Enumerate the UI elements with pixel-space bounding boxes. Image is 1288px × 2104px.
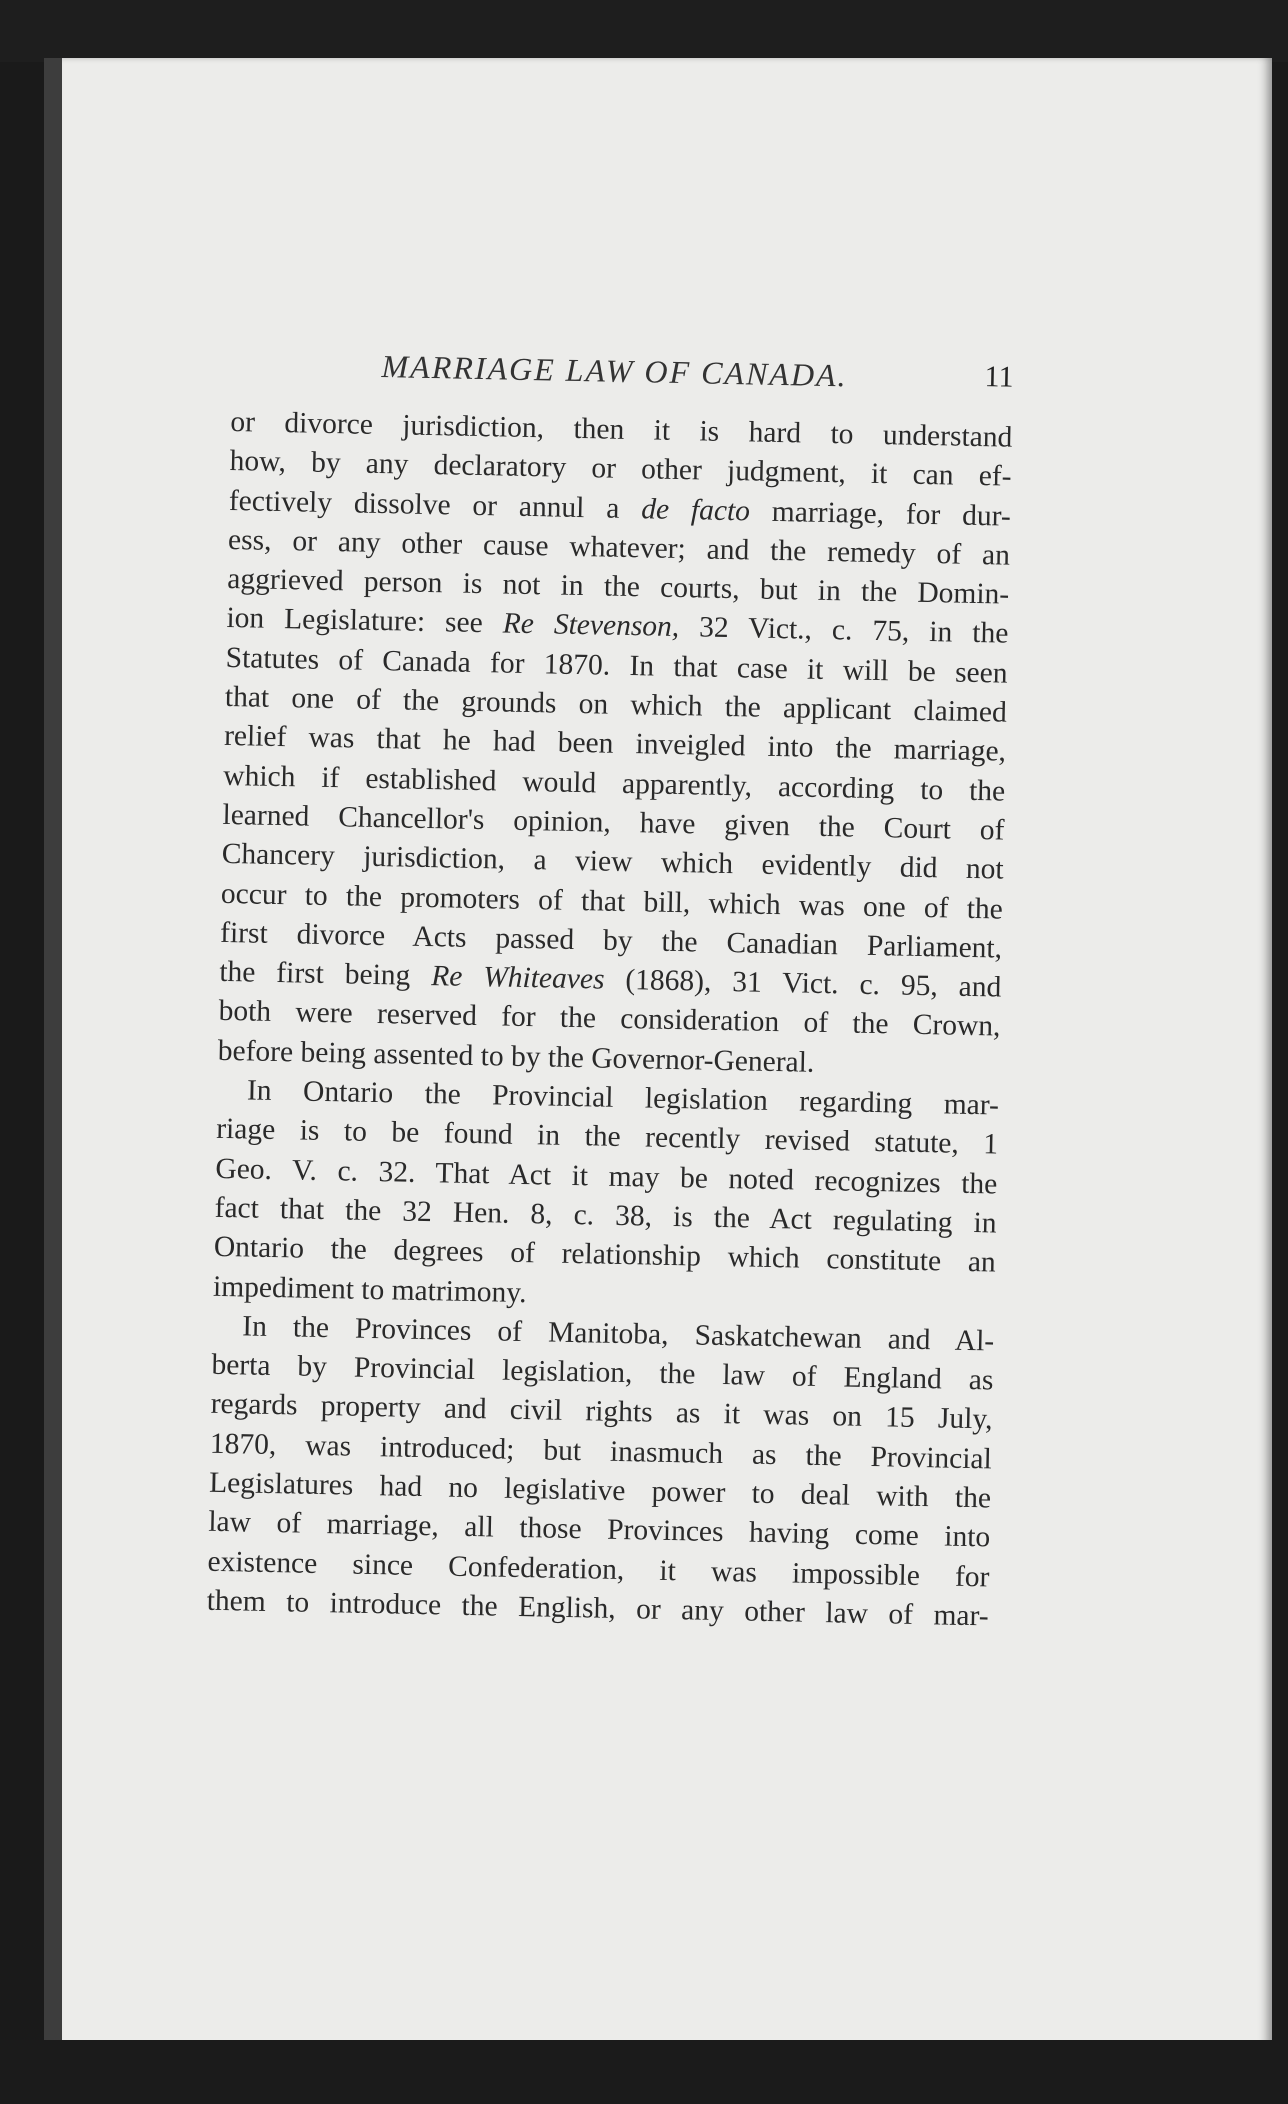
page-text — [206, 345, 1013, 1637]
text-line: In the Provinces of Manitoba, Saskatchewan and Al- — [241, 1310, 995, 1358]
paragraph-3 — [206, 1307, 994, 1637]
text-line: how, by any declaratory or other judgment, it can ef- — [229, 445, 1012, 493]
text-line: regards property and civil rights as it was on 15 July, — [210, 1388, 993, 1436]
page-number: 11 — [984, 360, 1014, 394]
paragraph-2 — [213, 1071, 1000, 1322]
text-line: learned Chancellor's opinion, have given the Court of — [222, 798, 1005, 847]
text-line: Legislatures had no legislative power to deal with the — [208, 1466, 992, 1515]
text-line: Statutes of Canada for 1870. In that case it will be seen — [225, 641, 1008, 690]
text-line: Geo. V. c. 32. That Act it may be noted recognizes the — [215, 1152, 998, 1201]
text-line: which if established would apparently, according to the — [223, 759, 1006, 808]
text-line: riage is to be found in the recently revised statute, 1 — [215, 1113, 999, 1161]
text-line: 1870, was introduced; but inasmuch as the Provincial — [209, 1427, 993, 1476]
text-line: them to introduce the English, or any other law of mar- — [206, 1584, 989, 1633]
text-line: both were reserved for the consideration of the Crown, — [218, 995, 1001, 1044]
text-line: that one of the grounds on which the applicant claimed — [224, 681, 1008, 729]
text-line: or divorce jurisdiction, then it is hard to understand — [230, 405, 1013, 454]
text-line: before being assented to by the Governor-General. — [217, 1034, 815, 1079]
text-line: aggrieved person is not in the courts, but in the Domin- — [226, 563, 1010, 611]
text-line: Ontario the degrees of relationship which constitute an — [213, 1231, 997, 1279]
text-line: impediment to matrimony. — [212, 1270, 527, 1309]
text-line: existence since Confederation, it was impossible for — [207, 1545, 990, 1594]
text-line: law of marriage, all those Provinces having come into — [208, 1506, 991, 1554]
text-line: first divorce Acts passed by the Canadian Parliament, — [219, 916, 1003, 965]
paragraph-1 — [217, 403, 1012, 1087]
text-line: berta by Provincial legislation, the law of England as — [211, 1348, 994, 1397]
text-line: relief was that he had been inveigled into the marriage, — [223, 720, 1007, 768]
page-gutter — [44, 58, 62, 2048]
film-border-top — [0, 0, 1288, 62]
text-line: occur to the promoters of that bill, which was one of the — [220, 877, 1004, 926]
text-line: ion Legislature: see Re Stevenson, 32 Vict., c. 75, in the — [226, 602, 1009, 651]
text-line: the first being Re Whiteaves (1868), 31 Vict. c. 95, and — [219, 956, 1002, 1004]
text-line: fact that the 32 Hen. 8, c. 38, is the Act regulating in — [214, 1191, 997, 1240]
text-line: fectively dissolve or annul a de facto marriage, for dur- — [228, 484, 1012, 533]
film-border-bottom — [0, 2040, 1288, 2104]
text-line: ess, or any other cause whatever; and the remedy of an — [227, 523, 1011, 572]
running-title: MARRIAGE LAW OF CANADA. — [381, 348, 848, 394]
text-line: Chancery jurisdiction, a view which evidently did not — [221, 838, 1004, 886]
text-line: In Ontario the Provincial legislation regarding mar- — [246, 1074, 1000, 1122]
